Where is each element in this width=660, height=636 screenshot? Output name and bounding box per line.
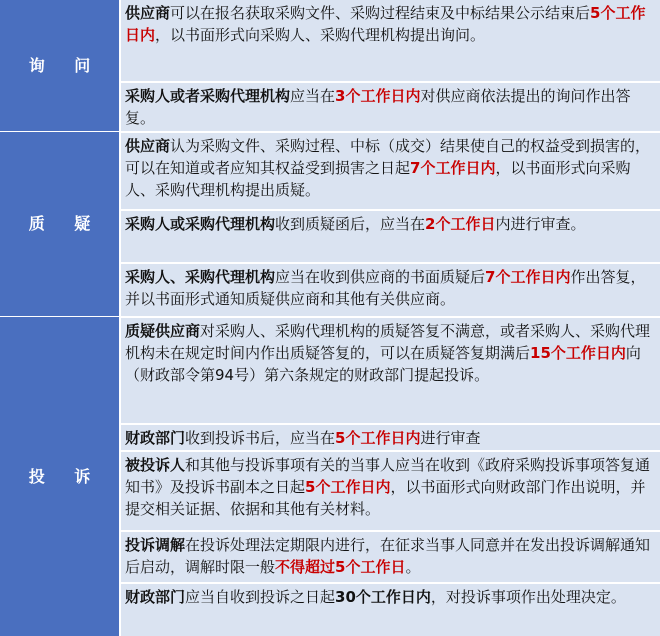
body-text: 对采购人、采购代理机构的质疑答复不满意，或者采购人、采购代理机构未在规定时间内作出质疑答复的，可以在质疑答复期满后 xyxy=(125,322,651,362)
deadline-text: 2个工作日 xyxy=(425,215,496,233)
body-text: 。 xyxy=(405,558,421,576)
rule-row xyxy=(121,318,660,423)
deadline-text: 5个工作日内 xyxy=(125,4,646,44)
subject-text: 30个工作日内 xyxy=(335,588,431,606)
deadline-text: 15个工作日内 xyxy=(530,344,626,362)
body-text: 内进行审查。 xyxy=(495,215,586,233)
subject-text: 供应商 xyxy=(125,137,171,155)
body-text: 可以在报名获取采购文件、采购过程结束及中标结果公示结束后 xyxy=(170,4,591,22)
deadline-text: 7个工作日内 xyxy=(410,159,496,177)
deadline-text: 不得超过5个工作日 xyxy=(275,558,406,576)
rule-row xyxy=(121,452,660,530)
rule-row xyxy=(121,0,660,81)
body-text: ，以书面形式向采购人、采购代理机构提出询问。 xyxy=(155,26,486,44)
body-text: 收到投诉书后，应当在 xyxy=(185,429,336,447)
subject-text: 财政部门 xyxy=(125,588,186,606)
body-text: 和其他与投诉事项有关的当事人应当在收到《政府采购投诉事项答复通知书》及投诉书副本之日起 xyxy=(125,456,651,496)
rule-row xyxy=(121,532,660,582)
body-text: 应当在收到供应商的书面质疑后 xyxy=(275,268,486,286)
rule-row xyxy=(121,425,660,450)
deadline-text: 5个工作日内 xyxy=(305,478,391,496)
subject-text: 被投诉人 xyxy=(125,456,186,474)
rule-row xyxy=(121,133,660,209)
rule-row xyxy=(121,584,660,636)
section-label-question: 质 疑 xyxy=(0,132,119,316)
body-text: ，对投诉事项作出处理决定。 xyxy=(430,588,626,606)
subject-text: 质疑供应商 xyxy=(125,322,201,340)
body-text: 向（财政部令第94号）第六条规定的财政部门提起投诉。 xyxy=(125,344,641,384)
body-text: ，以书面形式向财政部门作出说明，并提交相关证据、依据和其他有关材料。 xyxy=(125,478,646,518)
body-text: 作出答复，并以书面形式通知质疑供应商和其他有关供应商。 xyxy=(125,268,646,308)
body-text: 应当自收到投诉之日起 xyxy=(185,588,336,606)
body-text: 应当在 xyxy=(290,87,336,105)
body-text: 在投诉处理法定期限内进行，在征求当事人同意并在发出投诉调解通知后启动，调解时限一般 xyxy=(125,536,651,576)
section-label-inquiry: 询 问 xyxy=(0,0,119,131)
rule-row xyxy=(121,211,660,262)
body-text: ，以书面形式向采购人、采购代理机构提出质疑。 xyxy=(125,159,631,199)
rule-row xyxy=(121,264,660,316)
subject-text: 供应商 xyxy=(125,4,171,22)
subject-text: 财政部门 xyxy=(125,429,186,447)
deadline-text: 5个工作日内 xyxy=(335,429,421,447)
section-label-complaint: 投 诉 xyxy=(0,317,119,636)
subject-text: 采购人或者采购代理机构 xyxy=(125,87,291,105)
subject-text: 采购人、采购代理机构 xyxy=(125,268,276,286)
subject-text: 采购人或采购代理机构 xyxy=(125,215,276,233)
body-text: 进行审查 xyxy=(420,429,481,447)
body-text: 认为采购文件、采购过程、中标（成交）结果使自己的权益受到损害的，可以在知道或者应知其权益受到损害之日起 xyxy=(125,137,651,177)
deadline-text: 7个工作日内 xyxy=(485,268,571,286)
deadline-text: 3个工作日内 xyxy=(335,87,421,105)
subject-text: 投诉调解 xyxy=(125,536,186,554)
rule-row xyxy=(121,83,660,131)
body-text: 收到质疑函后，应当在 xyxy=(275,215,426,233)
body-text: 对供应商依法提出的询问作出答复。 xyxy=(125,87,631,127)
